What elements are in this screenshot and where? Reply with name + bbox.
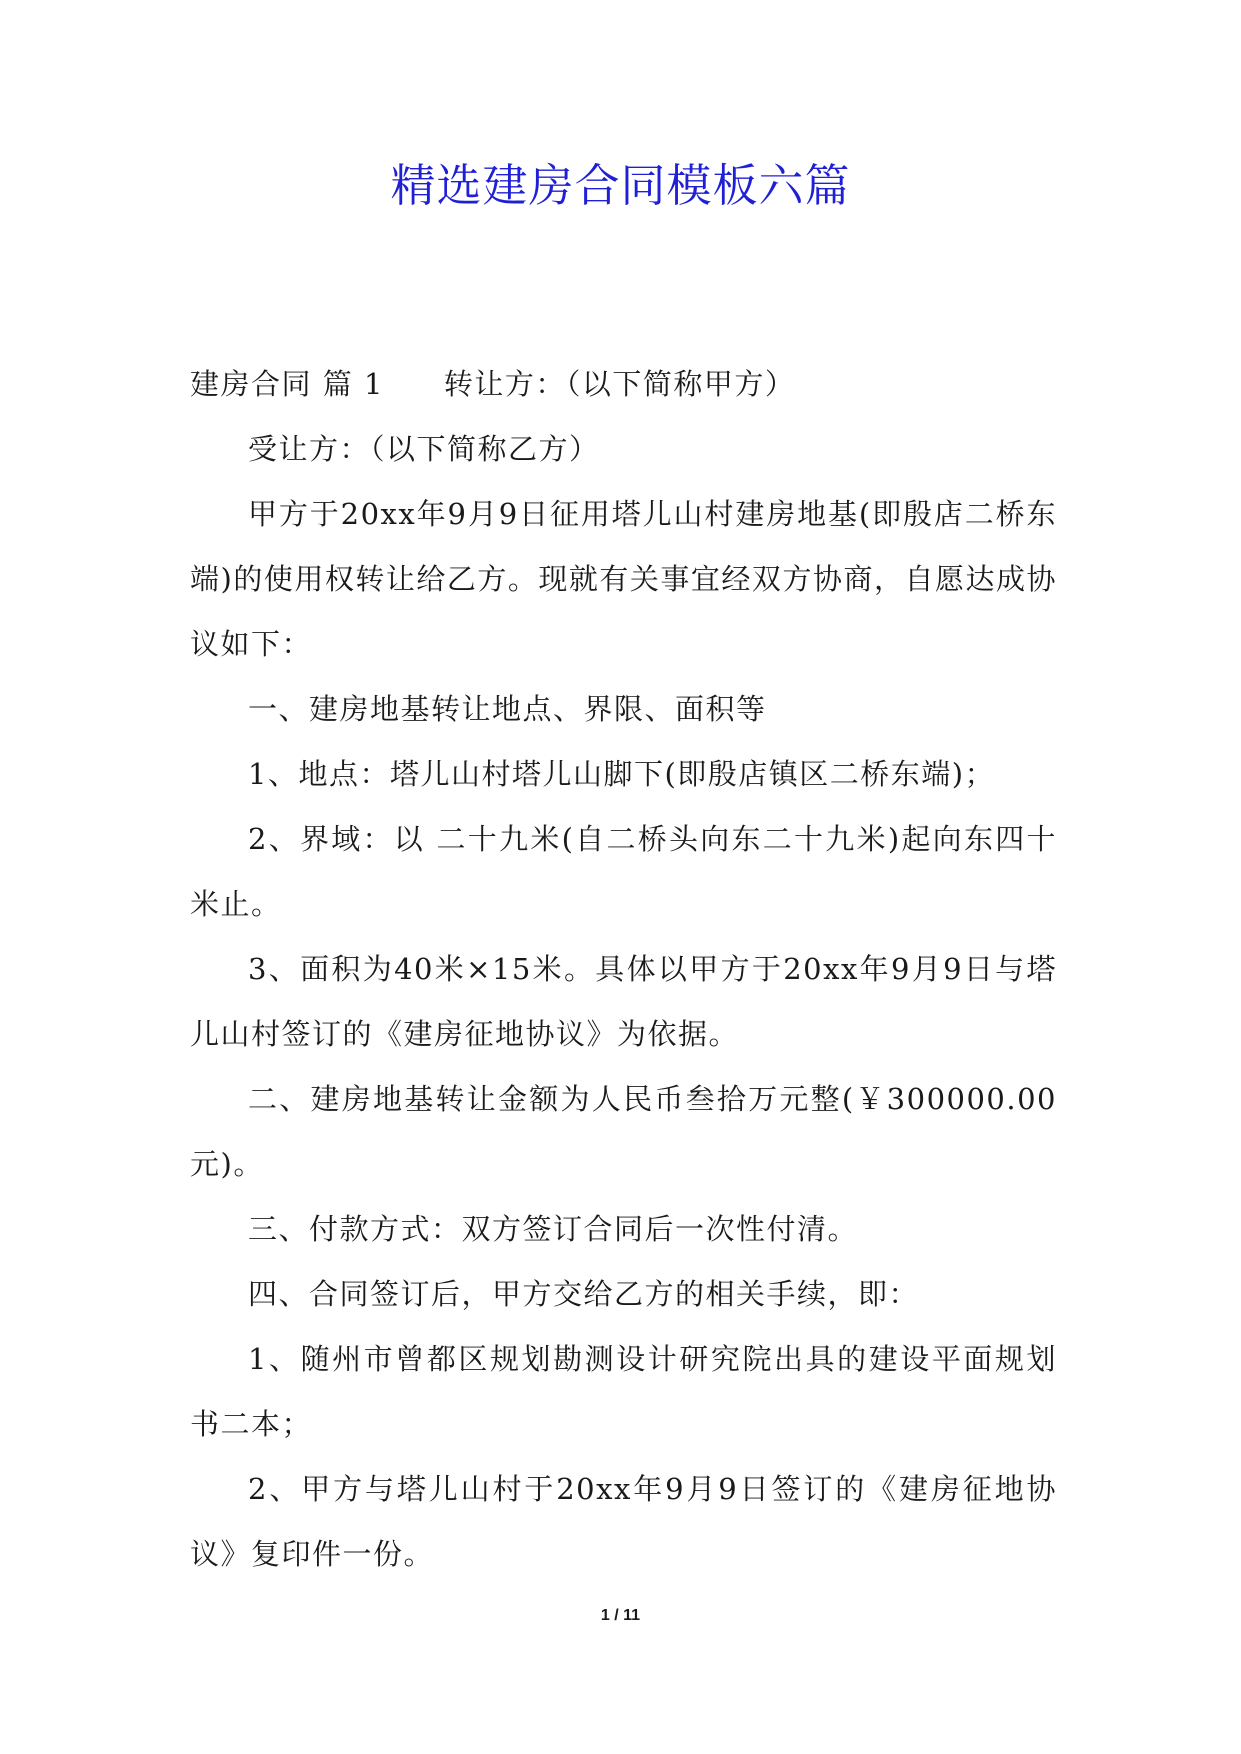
paragraph: 二、建房地基转让金额为人民币叁拾万元整(￥300000.00元)。 (190, 1082, 1057, 1181)
document-title: 精选建房合同模板六篇 (390, 159, 851, 212)
paragraph: 1、随州市曾都区规划勘测设计研究院出具的建设平面规划书二本； (190, 1342, 1057, 1441)
transferee-line: 受让方：（以下简称乙方） (248, 432, 600, 466)
paragraph: 一、建房地基转让地点、界限、面积等 (248, 692, 767, 726)
paragraph: 1、地点：塔儿山村塔儿山脚下(即殷店镇区二桥东端)； (248, 757, 996, 791)
heading-label: 建房合同 (190, 367, 313, 401)
paragraph: 甲方于20xx年9月9日征用塔儿山村建房地基(即殷店二桥东端)的使用权转让给乙方。现就有关事宜经双方协商，自愿达成协议如下： (190, 497, 1057, 661)
paragraph: 3、面积为40米×15米。具体以甲方于20xx年9月9日与塔儿山村签订的《建房征地协议》为依据。 (190, 952, 1057, 1051)
paragraph: 2、界域：以 二十九米(自二桥头向东二十九米)起向东四十米止。 (190, 822, 1057, 921)
heading-line (190, 352, 1057, 417)
transferor-line: 转让方：（以下简称甲方） (443, 367, 796, 401)
paragraph: 2、甲方与塔儿山村于20xx年9月9日签订的《建房征地协议》复印件一份。 (190, 1472, 1057, 1571)
heading-section: 篇 1 (322, 367, 384, 401)
document-body (190, 352, 1057, 1587)
paragraph: 三、付款方式：双方签订合同后一次性付清。 (248, 1212, 859, 1246)
page-number: 1 / 11 (600, 1607, 641, 1624)
paragraph: 四、合同签订后，甲方交给乙方的相关手续，即： (248, 1277, 920, 1311)
